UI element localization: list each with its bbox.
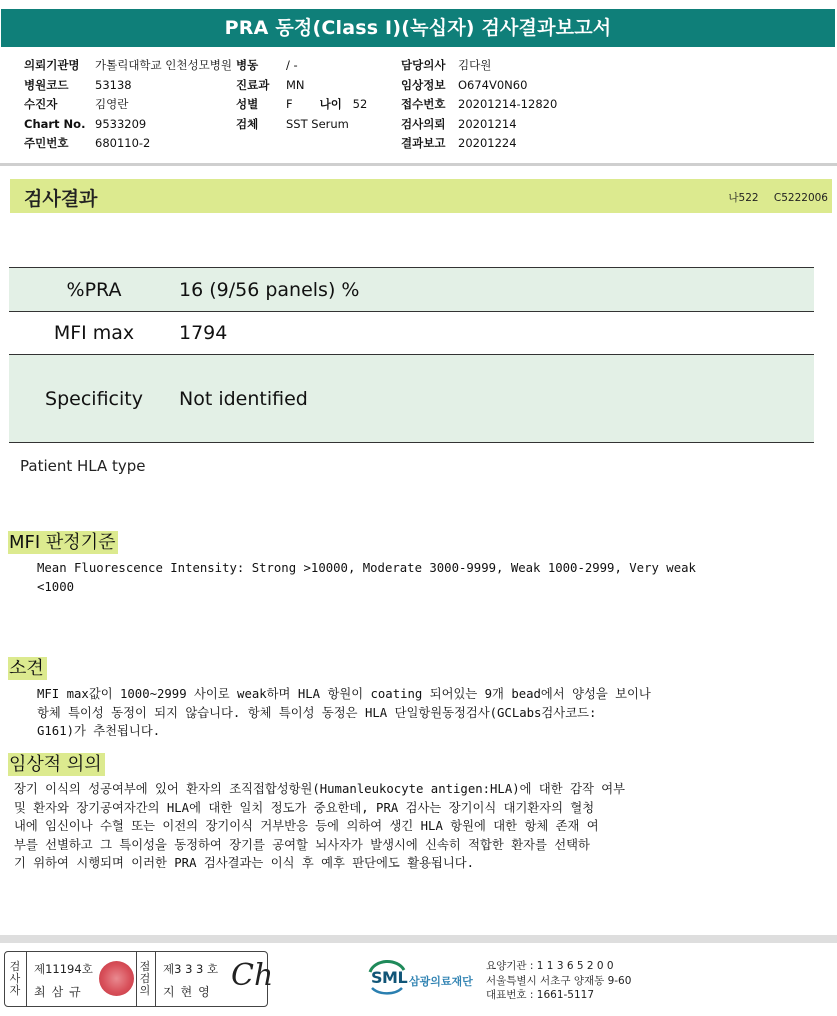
info-row-receipt-no [401,95,557,115]
info-row-resident-no [24,134,232,154]
info-label: 검사의뢰 [401,116,446,131]
reviewer-name: 지현영 [163,985,216,999]
clinical-line: 기 위하여 시행되며 이러한 PRA 검사결과는 이식 후 예후 판단에도 활용됩니다. [14,856,475,870]
inspector-name: 최삼규 [34,985,87,999]
box-divider [136,952,137,1006]
clinical-line: 부를 선별하고 그 특이성을 동정하여 장기를 공여할 뇌사자가 발생시에 신속히 적합한 환자를 선택하 [14,837,590,852]
results-table [9,267,814,443]
info-label: 검체 [236,116,259,131]
result-label: %PRA [66,278,122,301]
table-row [9,355,814,443]
contact-address [486,959,631,1003]
result-section-title: 검사결과 [24,188,98,210]
info-row-hospital-code [24,76,232,96]
info-row-sex-age [236,95,367,115]
info-label: 수진자 [24,97,58,112]
result-section-code: 나522 C5222006 [728,192,828,204]
info-row-ward [236,56,367,76]
info-value: 20201214 [458,116,517,131]
info-label: 주민번호 [24,136,69,151]
info-value: 20201214-12820 [458,97,558,112]
seal-stamp-icon [99,961,134,996]
info-label: 진료과 [236,77,270,92]
patient-info-col3 [401,56,557,154]
info-row-clinical-info [401,76,557,96]
info-label: 임상정보 [401,77,446,92]
info-label: 의뢰기관명 [24,58,80,72]
info-row-doctor [401,56,557,76]
info-row-request-date [401,115,557,135]
info-value: 김다원 [458,58,492,72]
patient-info-col1 [24,56,232,154]
age-value: 52 [352,97,368,112]
info-value: F [286,97,293,112]
logo-organization: 삼광의료재단 [409,975,473,988]
findings-line: MFI max값이 1000~2999 사이로 weak하며 HLA 항원이 coating 되어있는 9개 bead에서 양성을 보이나 [37,687,651,701]
findings-line: 항체 특이성 동정이 되지 않습니다. 항체 특이성 동정은 HLA 단일항원동정검사(GCLabs검사코드: [37,705,597,720]
info-label: 담당의사 [401,58,446,72]
info-row-specimen [236,115,367,135]
info-value: / - [286,58,298,72]
info-value: 가톨릭대학교 인천성모병원 [95,58,232,72]
info-value: O674V0N60 [458,77,528,92]
info-value: 김영란 [95,97,129,112]
clinical-line: 내에 임신이나 수혈 또는 이전의 장기이식 거부반응 등에 의하여 생긴 HLA 항원에 대한 항체 존재 여 [14,819,599,833]
info-row-institution [24,56,232,76]
inspector-license-no: 제11194호 [34,962,93,976]
info-row-department [236,76,367,96]
info-label: 병원코드 [24,77,69,92]
result-value: 1794 [179,322,228,344]
signature-box [4,951,274,1007]
findings-heading: 소견 [8,657,47,680]
info-value: SST Serum [286,116,349,131]
info-label: 병동 [236,58,259,72]
clinical-significance-heading: 임상적 의의 [8,753,105,776]
mfi-criteria-text [37,559,696,596]
report-title: PRA 동정(Class I)(녹십자) 검사결과보고서 [1,9,835,47]
reviewer-license-no: 제3 3 3 호 [163,962,219,976]
info-value: 9533209 [95,116,147,131]
signature-mark: Ch [231,958,274,993]
findings-line: G161)가 추천됩니다. [37,724,161,738]
inspector-label: 검 사 자 [9,960,21,997]
patient-hla-label: Patient HLA type [20,457,146,475]
result-section-header [10,179,832,213]
info-row-report-date [401,134,557,154]
address-line: 대표번호 : 1661-5117 [486,989,595,1002]
info-value: 20201224 [458,136,517,151]
address-line: 요양기관 : 1 1 3 6 5 2 0 0 [486,960,614,972]
clinical-line: 및 환자와 장기공여자간의 HLA에 대한 일치 정도가 중요한데, PRA 검사는 장기이식 대기환자의 혈청 [14,800,595,815]
info-row-patient-name [24,95,232,115]
info-label: 성별 [236,97,259,112]
info-value: 53138 [95,77,132,92]
clinical-significance-text [14,780,625,873]
info-label: 결과보고 [401,136,446,151]
clinical-line: 장기 이식의 성공여부에 있어 환자의 조직접합성항원(Humanleukocyte antigen:HLA)에 대한 감작 여부 [14,782,626,796]
table-row [9,312,814,355]
patient-info-col2 [236,56,367,134]
table-row [9,268,814,312]
info-label: Chart No. [24,116,86,131]
mfi-criteria-line: <1000 [37,579,75,594]
result-label: Specificity [45,387,143,410]
age-label: 나이 [319,97,342,112]
result-label: MFI max [53,322,135,344]
info-value: MN [286,77,305,92]
logo-text: SML [371,968,408,987]
result-value: Not identified [179,387,308,410]
box-divider [26,952,27,1006]
info-value: 680110-2 [95,136,151,151]
info-row-chart-no [24,115,232,135]
reviewer-label: 점 검 의 [139,960,151,997]
result-value: 16 (9/56 panels) % [179,278,360,301]
address-line: 서울특별시 서초구 양재동 9-60 [486,974,632,987]
info-label: 접수번호 [401,97,446,112]
findings-text [37,685,651,741]
mfi-criteria-heading: MFI 판정기준 [8,531,118,554]
footer-divider [0,935,837,943]
header-divider [0,163,837,166]
box-divider [155,952,156,1006]
mfi-criteria-line: Mean Fluorescence Intensity: Strong >10000, Moderate 3000-9999, Weak 1000-2999, Very weak [37,561,696,575]
